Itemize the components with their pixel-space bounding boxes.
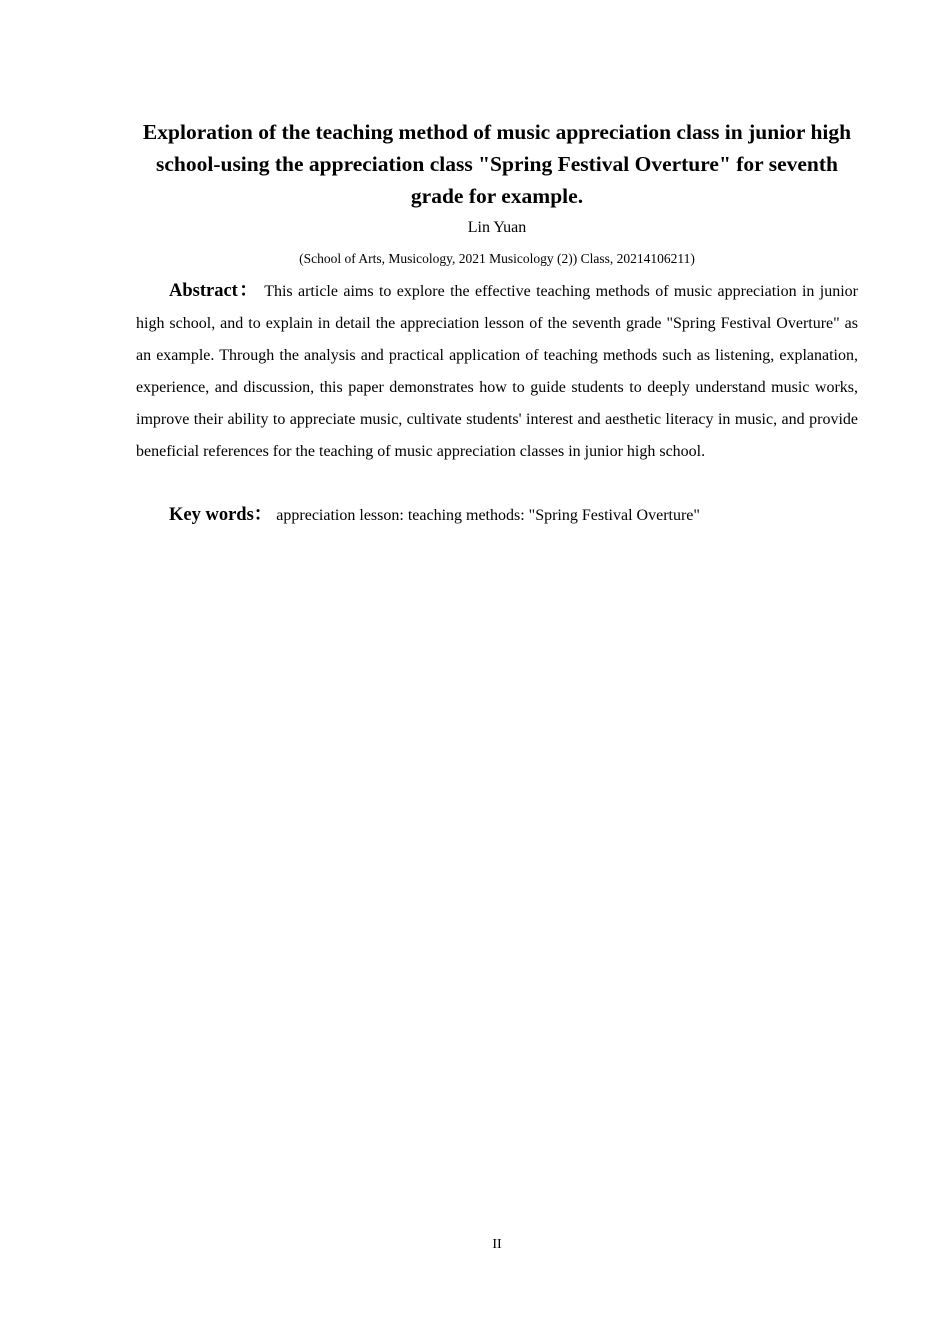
abstract-text: This article aims to explore the effective teaching methods of music appreciation in junior high school, and to explain in detail the appreciation lesson of the seventh grade "Spring Festival Overture" as an example. Through the analysis and practical application of teaching methods such as listening, explanation, experience, and discussion, this paper demonstrates how to guide students to deeply understand music works, improve their ability to appreciate music, cultivate students' interest and aesthetic literacy in music, and provide beneficial references for the teaching of music appreciation classes in junior high school. [136, 283, 858, 460]
abstract-paragraph [136, 275, 858, 468]
page-number: II [492, 1237, 502, 1252]
author-affiliation: (School of Arts, Musicology, 2021 Musicology (2)) Class, 20214106211) [299, 251, 695, 266]
keywords-text: appreciation lesson: teaching methods: "Spring Festival Overture" [276, 507, 700, 524]
keywords-label: Key words： [169, 505, 273, 525]
keywords-paragraph [136, 499, 858, 532]
abstract-label: Abstract： [169, 281, 260, 301]
paper-title: Exploration of the teaching method of music appreciation class in junior high school-using the appreciation class "Spring Festival Overture" for seventh grade for example. [142, 120, 852, 208]
author-name: Lin Yuan [467, 219, 527, 236]
